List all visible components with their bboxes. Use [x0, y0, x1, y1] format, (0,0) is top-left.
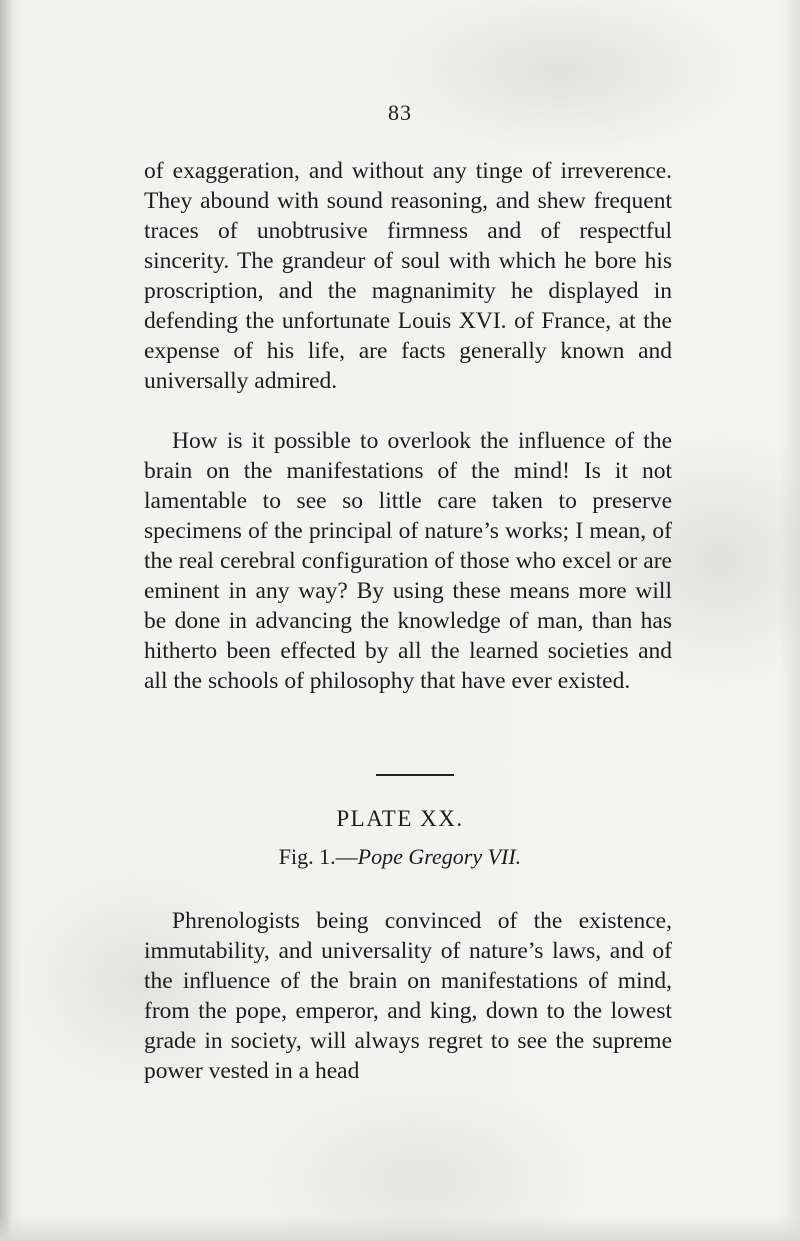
plate-heading: PLATE XX. — [336, 806, 464, 831]
section-divider — [376, 774, 454, 776]
figure-label: Fig. 1.— — [278, 844, 358, 869]
paragraph-phrenologists: Phrenologists being convinced of the existence, immutability, and universality of nature’s laws, and of the influence of the brain on manifestations of mind, from the pope, emperor, and king, down to the lowest grade in society, will always regret to see the supreme power vested in a head — [144, 908, 672, 1084]
page-number: 83 — [388, 100, 412, 125]
paragraph-continued: of exaggeration, and without any tinge of irreverence. They abound with sound reasoning, and shew frequent traces of unobtrusive firmness and of respectful sincerity. The grandeur of soul with which he bore his proscription, and the magnanimity he displayed in defending the unfortunate Louis XVI. of France, at the expense of his life, are facts generally known and universally admired. — [144, 158, 672, 394]
page-edge-shadow — [0, 0, 12, 1241]
paragraph-brain-influence: How is it possible to overlook the influence of the brain on the manifestations of the mind! Is it not lamentable to see so little care taken to preserve specimens of the principal of nature’s works; I mean, of the real cerebral configuration of those who excel or are eminent in any way? By using these means more will be done in advancing the knowledge of man, than has hitherto been effected by all the learned societies and all the schools of philosophy that have ever existed. — [144, 428, 672, 694]
page-bottom-shadow — [0, 1215, 800, 1241]
figure-caption — [0, 844, 800, 870]
figure-title: Pope Gregory VII. — [357, 844, 522, 869]
